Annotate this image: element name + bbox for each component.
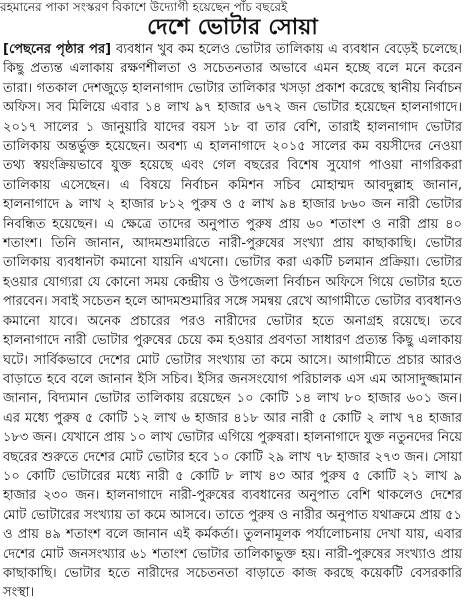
previous-article-fragment: রহমানের পাকা সংস্করণ বিকাশে উদ্যোগী হয়েছেন পাঁচ বছরেই <box>0 0 288 14</box>
continued-from-marker: [পেছনের পৃষ্ঠার পর] <box>3 42 117 57</box>
article-body-text: ব্যবধান খুব কম হলেও ভোটার তালিকায় এ ব্যবধান বেড়েই চলেছে। কিছু প্রত্যন্ত এলাকায় রক্ষণশীলতা ও সচেতনতার অভাবে এমন হচ্ছে বলে মনে করেন তারা। গতকাল দেশজুড়ে হালনাগাদ ভোটার তালিকার খসড়া প্রকাশ করেছে স্থানীয় নির্বাচন অফিস। সব মিলিয়ে এবার ১৪ লাখ ৯৭ হাজার ৬৭২ জন ভোটার হয়েছেন হালনাগাদে। ২০১৭ সালের ১ জানুয়ারি যাদের বয়স ১৮ বা তার বেশি, তারাই হালনাগাদ ভোটার তালিকায় অন্তর্ভুক্ত হয়েছেন। অবশ্য এ হালনাগাদে ২০১৫ সালের কম বয়সীদের নেওয়া তথ্য স্বয়ংক্রিয়ভাবে যুক্ত হয়েছে এবং গেল বছরের বিশেষ সুযোগ পাওয়া নাগরিকরা তালিকায় এসেছেন। এ বিষয়ে নির্বাচন কমিশন সচিব মোহাম্মদ আবদুল্লাহ জানান, হালনাগাদে ৯ লাখ ২ হাজার ৮১২ পুরুষ ও ৫ লাখ ৯৪ হাজার ৮৬০ জন নারী ভোটার নিবন্ধিত হয়েছেন। এ ক্ষেত্রে তাদের অনুপাত পুরুষ প্রায় ৬০ শতাংশ ও নারী প্রায় ৪০ শতাংশ। তিনি জানান, আদমশুমারিতে নারী-পুরুষের সংখ্যা প্রায় কাছাকাছি। ভোটার তালিকায় ব্যবধানটা কমানো যায়নি এখনো। ভোটার করা একটি চলমান প্রক্রিয়া। ভোটার হওয়ার যোগ্যরা যে কোনো সময় কেন্দ্রীয় ও উপজেলা নির্বাচন অফিসে গিয়ে ভোটার হতে পারবেন। সবাই সচেতন হলে আদমশুমারির সঙ্গে সমন্বয় রেখে আগামীতে ভোটার ব্যবধানও কমানো যাবে। অনেক প্রচারের পরও নারীদের ভোটার হতে অনাগ্রহ রয়েছে। তবে হালনাগাদে নারী ভোটার পুরুষের চেয়ে কম হওয়ার প্রবণতা সাধারণ প্রত্যন্ত কিছু এলাকায় ঘটে। সার্বিকভাবে দেশের মোট ভোটার সংখ্যায় তা কমে আসে। আগামীতে প্রচার আরও বাড়াতে হবে বলে জানান ইসি সচিব। ইসির জনসংযোগ পরিচালক এস এম আসাদুজ্জামান জানান, বিদ্যমান ভোটার তালিকায় রয়েছেন ১০ কোটি ১৪ লাখ ৮০ হাজার ৬০১ জন। এর মধ্যে পুরুষ ৫ কোটি ১২ লাখ ৬ হাজার ৪১৮ আর নারী ৫ কোটি ২ লাখ ৭৪ হাজার ১৮৩ জন। যেখানে প্রায় ১০ লাখ ভোটার এগিয়ে পুরুষরা। হালনাগাদে যুক্ত নতুনদের নিয়ে বছরের শুরুতে দেশের মোট ভোটার হবে ১০ কোটি ২৯ লাখ ৭৮ হাজার ২৭৩ জন। সোয়া ১০ কোটি ভোটারের মধ্যে নারী ৫ কোটি ৮ লাখ ৪৩ আর পুরুষ ৫ কোটি ২১ লাখ ৯ হাজার ২৩০ জন। হালনাগাদে নারী-পুরুষের ব্যবধানের অনুপাত বেশি থাকলেও দেশের মোট ভোটারের সংখ্যায় তা কমে আসবে। তাতে পুরুষ ও নারীর অনুপাত যথাক্রমে প্রায় ৫১ ও প্রায় ৪৯ শতাংশ বলে জানান এই কর্মকর্তা। তুলনামূলক পর্যালোচনায় দেখা যায়, এবার দেশের মোট জনসংখ্যার ৬১ শতাংশ ভোটার তালিকাভুক্ত হয়। নারী-পুরুষের সংখ্যাও প্রায় কাছাকাছি। ভোটার হতে নারীদের সচেতনতা বাড়াতে কাজ করছে কয়েকটি বেসরকারি সংস্থা। <box>3 42 462 601</box>
article-body <box>3 40 462 601</box>
article-headline: দেশে ভোটার সোয়া <box>147 15 318 40</box>
